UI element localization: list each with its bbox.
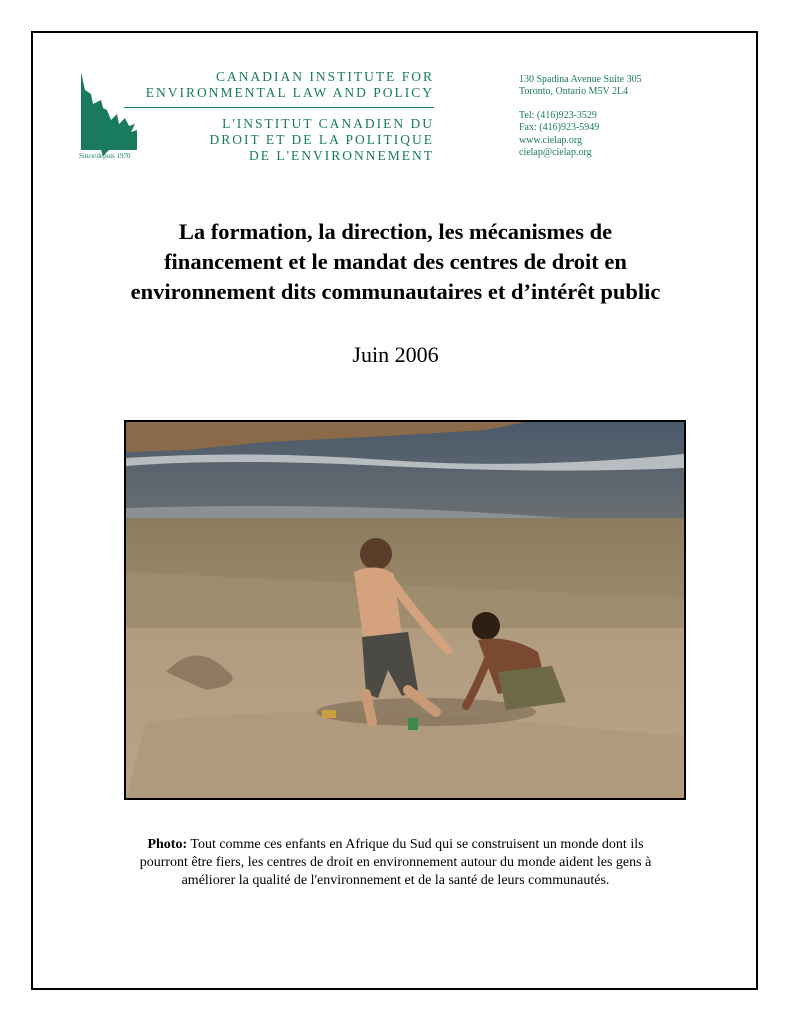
caption-label: Photo: <box>147 837 188 852</box>
contact-website[interactable]: www.cielap.org <box>519 135 583 146</box>
contact-address1: 130 Spadina Avenue Suite 305 <box>519 74 642 85</box>
contact-email[interactable]: cielap@cielap.org <box>519 147 592 158</box>
org-name-fr-line1: L'INSTITUT CANADIEN DU <box>222 116 434 131</box>
title-line1: La formation, la direction, les mécanismes de <box>178 219 613 244</box>
org-name-en-line2: ENVIRONMENTAL LAW AND POLICY <box>145 85 434 100</box>
since-label: Since/depuis 1970 <box>79 152 131 160</box>
org-name-en-line1: CANADIAN INSTITUTE FOR <box>216 69 434 84</box>
org-name-fr-line3: DE L'ENVIRONNEMENT <box>248 148 434 163</box>
caption-line1 <box>60 836 731 853</box>
caption-line3: améliorer la qualité de l'environnement et de la santé de leurs communautés. <box>181 873 610 888</box>
cover-photo <box>124 420 686 800</box>
contact-tel: Tel: (416)923-3529 <box>519 110 597 121</box>
org-divider <box>124 107 434 108</box>
beach-children-photo <box>126 422 684 798</box>
caption-text-line1: Tout comme ces enfants en Afrique du Sud qui se construisent un monde dont ils <box>187 837 644 852</box>
title-line3: environnement dits communautaires et d’intérêt public <box>130 279 661 304</box>
contact-fax: Fax: (416)923-5949 <box>519 122 600 133</box>
caption-line2: pourront être fiers, les centres de droit en environnement autour du monde aident les gens à <box>139 855 652 870</box>
org-name-fr-line2: DROIT ET DE LA POLITIQUE <box>209 132 434 147</box>
publication-date: Juin 2006 <box>352 342 439 367</box>
contact-address2: Toronto, Ontario M5V 2L4 <box>519 86 629 97</box>
cielap-logo-icon <box>79 70 141 162</box>
title-line2: financement et le mandat des centres de droit en <box>164 249 627 274</box>
